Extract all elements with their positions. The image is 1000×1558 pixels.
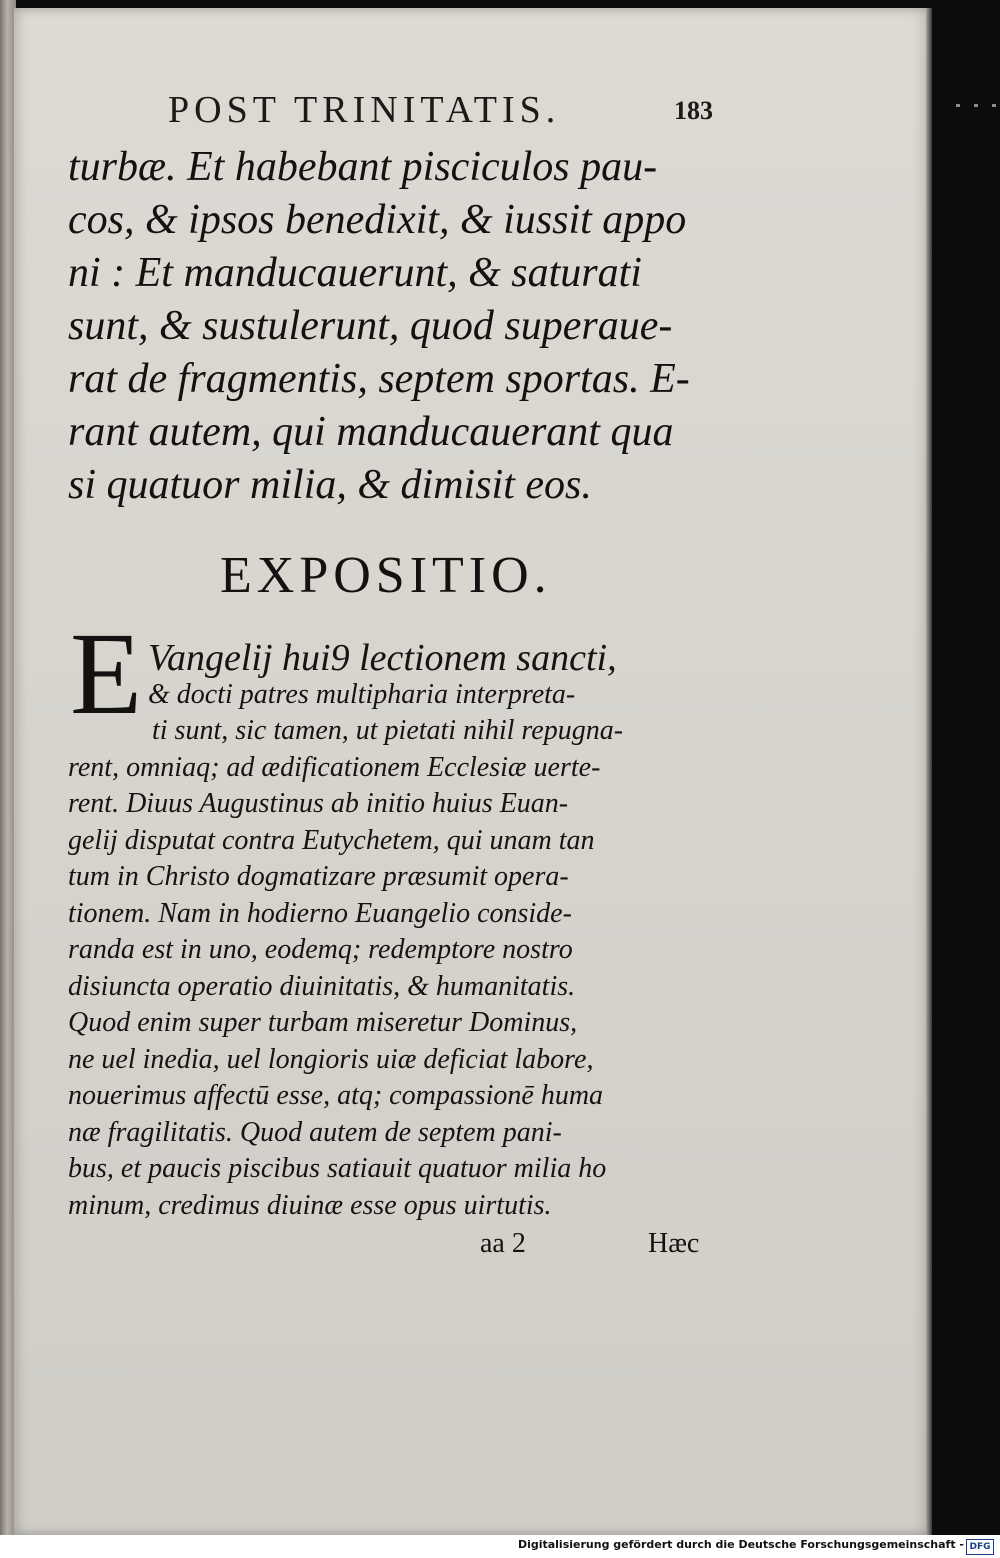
- text-line: Vangelij hui9 lectionem sancti,: [148, 637, 617, 679]
- page-number: 183: [674, 96, 713, 125]
- text-line: minum, credimus diuinæ esse opus uirtutis.: [68, 1189, 552, 1221]
- text-line: cos, & ipsos benedixit, & iussit appo: [68, 197, 687, 243]
- text-line: tum in Christo dogmatizare præsumit opera-: [68, 861, 569, 892]
- text-line: Quod enim super turbam miseretur Dominus,: [68, 1007, 578, 1038]
- gospel-text: [68, 141, 728, 512]
- dot: [992, 104, 996, 107]
- text-line: randa est in uno, eodemq; redemptore nostro: [68, 934, 573, 965]
- text-line: gelij disputat contra Eutychetem, qui unam tan: [68, 824, 595, 856]
- running-head: POST TRINITATIS.: [168, 89, 561, 131]
- drop-cap: E: [70, 608, 143, 739]
- section-heading: EXPOSITIO.: [220, 547, 552, 604]
- book-page: [14, 8, 930, 1535]
- catchword: Hæc: [648, 1228, 700, 1259]
- text-line: sunt, & sustulerunt, quod superaue-: [68, 303, 673, 349]
- scan-dots: [934, 100, 1000, 110]
- text-line: si quatuor milia, & dimisit eos.: [68, 462, 592, 508]
- dfg-logo: DFG: [966, 1539, 994, 1555]
- text-line: tionem. Nam in hodierno Euangelio conside-: [68, 897, 572, 929]
- exposition-text: [68, 637, 728, 1224]
- signature-mark: aa 2: [480, 1228, 526, 1259]
- dot: [974, 104, 978, 107]
- text-line: rant autem, qui manducauerant qua: [68, 409, 674, 455]
- text-line: ne uel inedia, uel longioris uiæ deficiat labore,: [68, 1043, 594, 1075]
- dot: [956, 104, 960, 107]
- text-line: turbæ. Et habebant pisciculos pau-: [68, 144, 658, 190]
- text-line: rat de fragmentis, septem sportas. E-: [68, 356, 690, 402]
- text-line: rent. Diuus Augustinus ab initio huius Euan-: [68, 788, 569, 819]
- text-line: disiuncta operatio diuinitatis, & humanitatis.: [68, 970, 576, 1002]
- text-line: nouerimus affectū esse, atq; compassionē huma: [68, 1080, 604, 1111]
- text-line: næ fragilitatis. Quod autem de septem pani-: [68, 1116, 562, 1148]
- text-line: rent, omniaq; ad ædificationem Ecclesiæ uerte-: [68, 751, 601, 783]
- funding-credit: Digitalisierung gefördert durch die Deutsche Forschungsgemeinschaft -: [517, 1538, 964, 1551]
- page-fore-edge: [926, 8, 932, 1535]
- text-line: & docti patres multipharia interpreta-: [148, 678, 576, 710]
- text-line: bus, et paucis piscibus satiauit quatuor milia ho: [68, 1153, 607, 1184]
- text-line: ni : Et manducauerunt, & saturati: [68, 250, 642, 296]
- text-line: ti sunt, sic tamen, ut pietati nihil repugna-: [152, 715, 624, 746]
- footer-bar: [0, 1535, 1000, 1558]
